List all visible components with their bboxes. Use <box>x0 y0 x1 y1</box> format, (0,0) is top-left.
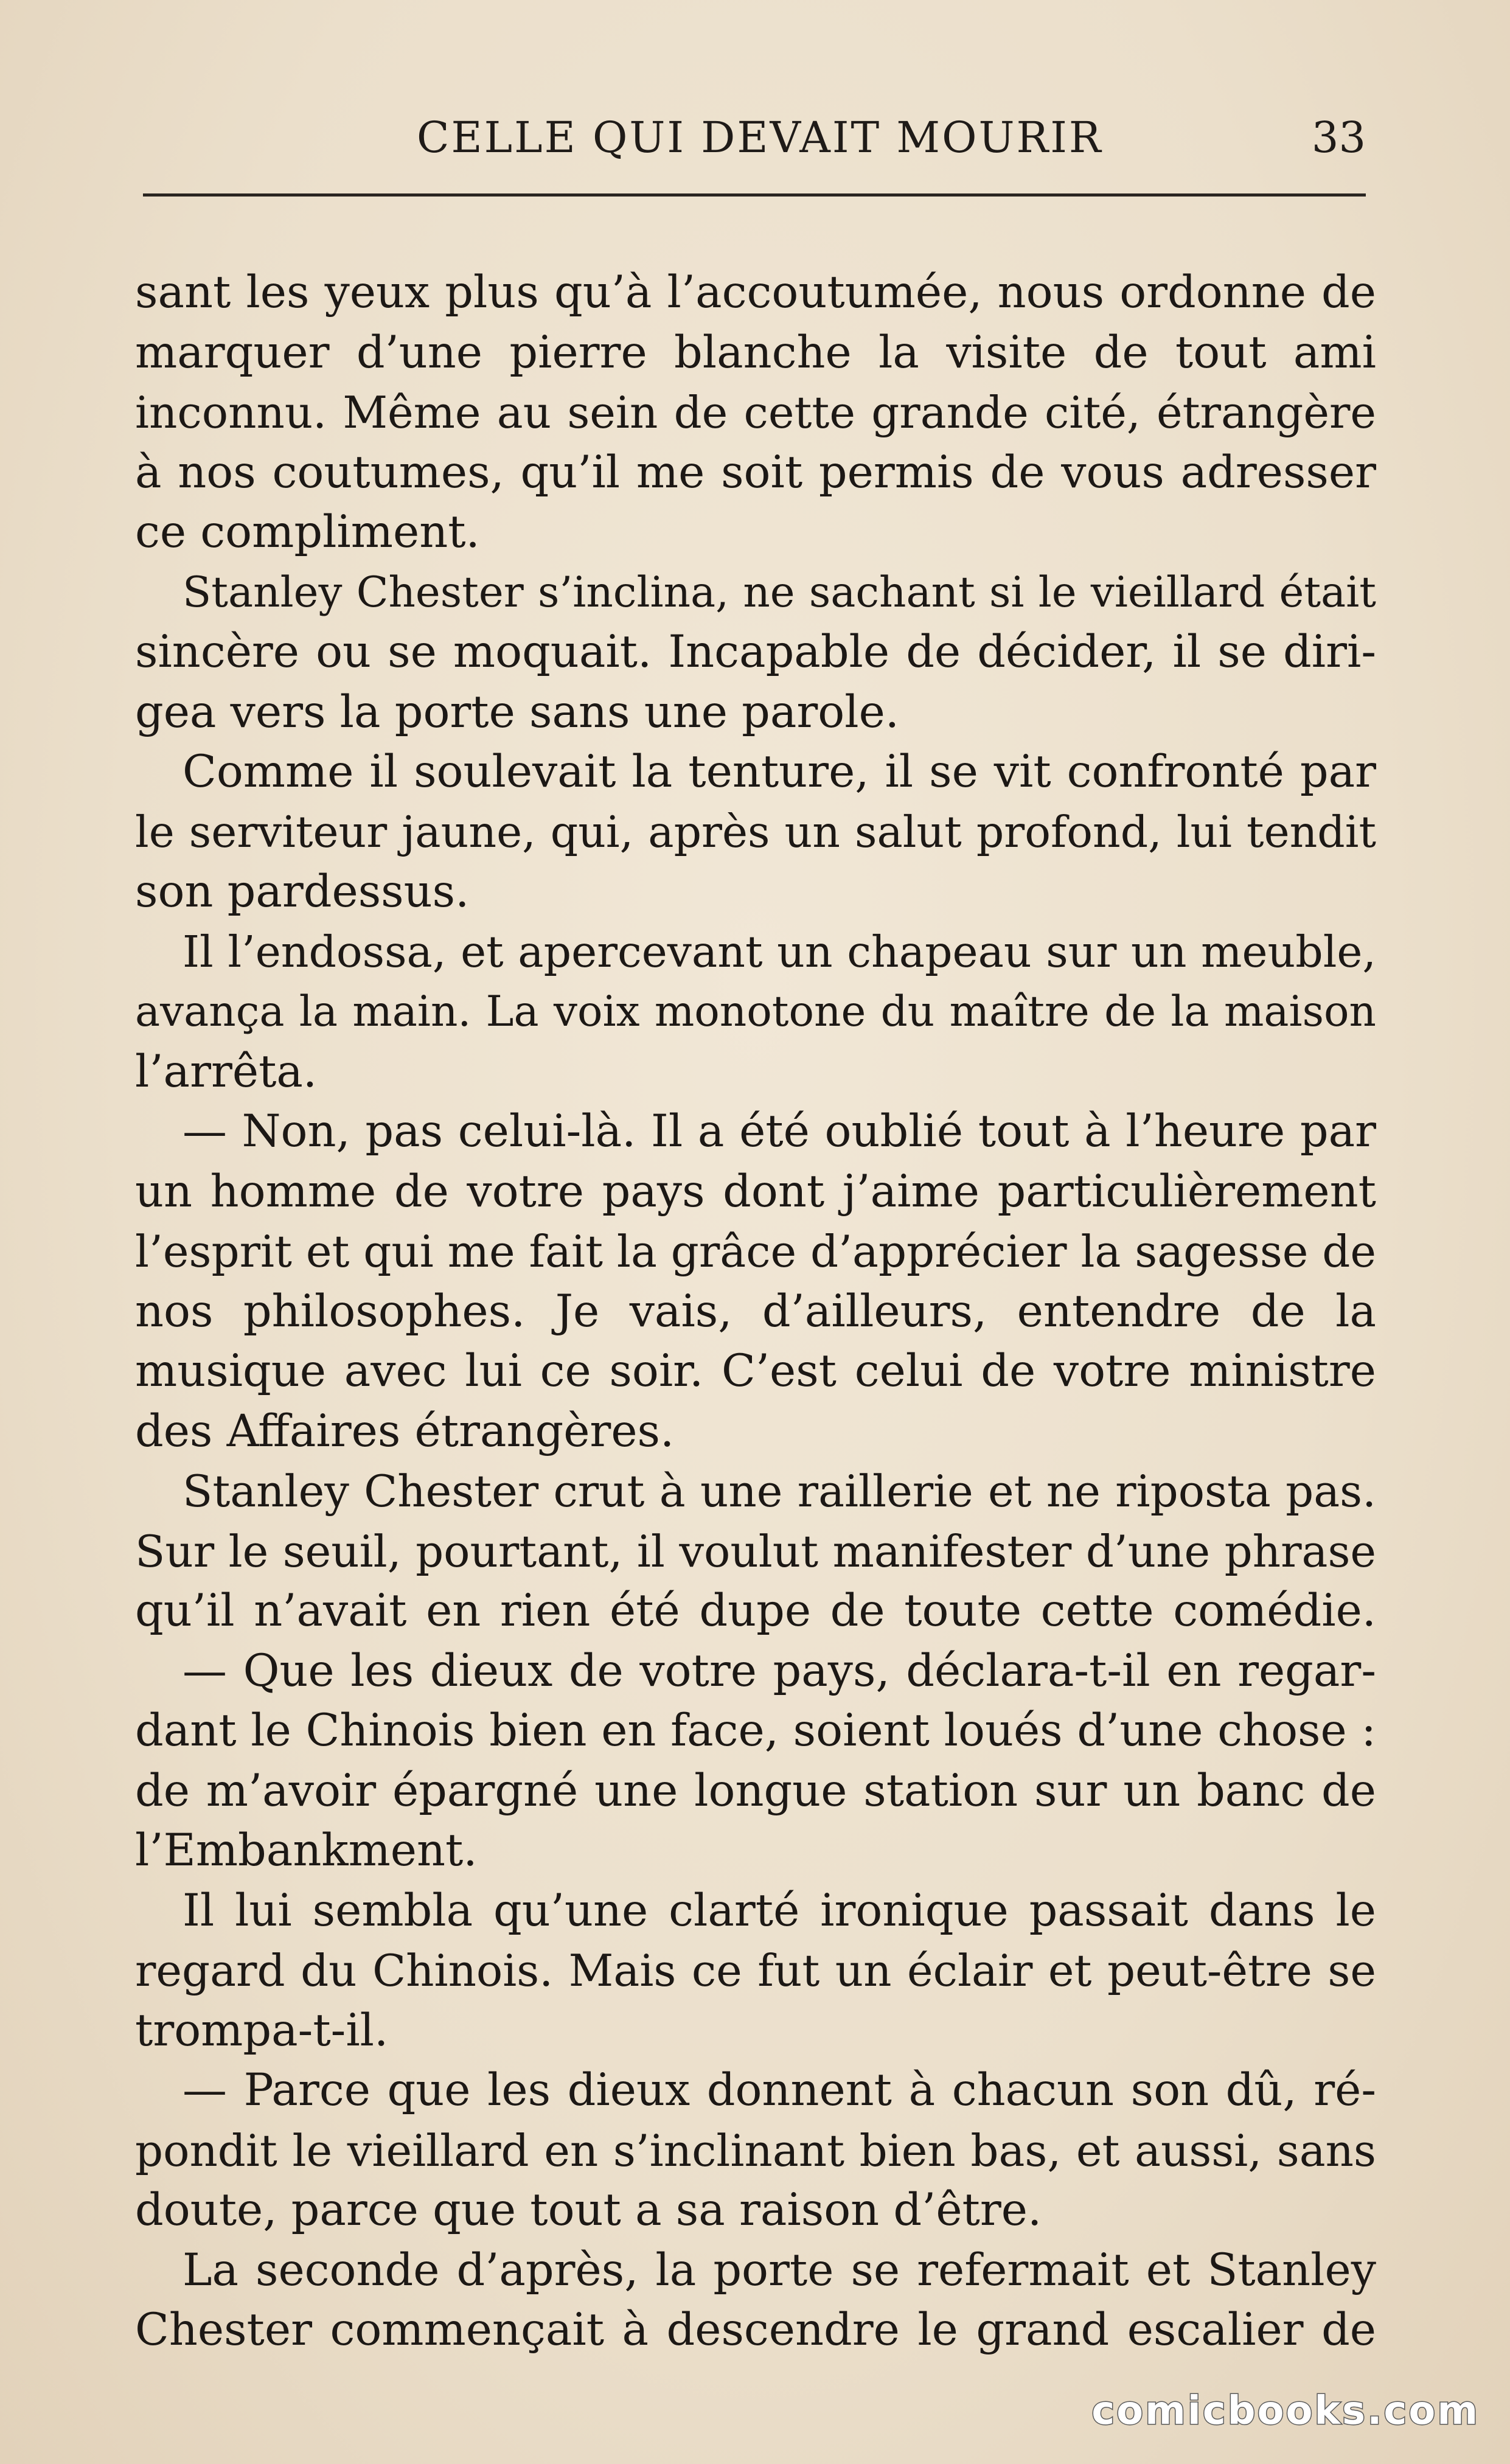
text-line: trompa-t-il. <box>135 2004 389 2056</box>
text-line: l’Embankment. <box>135 1825 478 1876</box>
text-line: — Non, pas celui-là. Il a été oublié tout à l’heure par <box>183 1105 1376 1157</box>
text-line: Il l’endossa, et apercevant un chapeau sur un meuble, <box>183 926 1376 977</box>
body-text <box>135 263 1376 2361</box>
page-number: 33 <box>1311 113 1366 162</box>
text-line: gea vers la porte sans une parole. <box>135 686 900 738</box>
text-line: Il lui sembla qu’une clarté ironique passait dans le <box>183 1884 1376 1937</box>
text-line: à nos coutumes, qu’il me soit permis de vous adresser <box>135 446 1376 498</box>
text-line: pondit le vieillard en s’inclinant bien bas, et aussi, sans <box>135 2125 1376 2176</box>
text-line: de m’avoir épargné une longue station sur un banc de <box>135 1764 1376 1817</box>
watermark: comicbooks.com <box>1091 2389 1480 2434</box>
text-line: qu’il n’avait en rien été dupe de toute cette comédie. <box>135 1585 1376 1637</box>
text-line: Comme il soulevait la tenture, il se vit confronté par <box>183 746 1376 798</box>
text-line: regard du Chinois. Mais ce fut un éclair et peut-être se <box>135 1945 1376 1996</box>
text-line: marquer d’une pierre blanche la visite de tout ami <box>135 326 1376 378</box>
text-line: avança la main. La voix monotone du maître de la maison <box>135 987 1376 1036</box>
page-header <box>143 106 1366 179</box>
text-line: Stanley Chester crut à une raillerie et ne riposta pas. <box>183 1466 1376 1517</box>
text-line: doute, parce que tout a sa raison d’être. <box>135 2184 1042 2236</box>
text-line: l’arrêta. <box>135 1045 318 1098</box>
header-rule <box>143 193 1366 197</box>
text-line: inconnu. Même au sein de cette grande cité, étrangère <box>135 387 1376 438</box>
text-line: sant les yeux plus qu’à l’accoutumée, nous ordonne de <box>135 266 1376 318</box>
text-line: Stanley Chester s’inclina, ne sachant si le vieillard était <box>183 568 1376 617</box>
text-line: l’esprit et qui me fait la grâce d’apprécier la sagesse de <box>135 1226 1376 1277</box>
text-line: — Que les dieux de votre pays, déclara-t-il en regar- <box>183 1644 1376 1697</box>
running-title: CELLE QUI DEVAIT MOURIR <box>417 113 1103 162</box>
text-line: des Affaires étrangères. <box>135 1405 675 1457</box>
text-line: Sur le seuil, pourtant, il voulut manifester d’une phrase <box>135 1525 1376 1577</box>
text-line: dant le Chinois bien en face, soient loués d’une chose : <box>135 1705 1376 1756</box>
text-line: Chester commençait à descendre le grand escalier de <box>135 2304 1376 2356</box>
text-line: nos philosophes. Je vais, d’ailleurs, entendre de la <box>135 1285 1376 1337</box>
text-line: — Parce que les dieux donnent à chacun son dû, ré- <box>183 2064 1376 2116</box>
text-line: La seconde d’après, la porte se refermait et Stanley <box>183 2244 1376 2296</box>
text-line: un homme de votre pays dont j’aime particulièrement <box>135 1165 1376 1217</box>
text-line: ce compliment. <box>135 506 480 558</box>
text-line: sincère ou se moquait. Incapable de décider, il se diri- <box>135 626 1376 678</box>
text-line: musique avec lui ce soir. C’est celui de votre ministre <box>135 1345 1376 1397</box>
text-line: le serviteur jaune, qui, après un salut profond, lui tendit <box>135 806 1376 857</box>
text-line: son pardessus. <box>135 866 470 917</box>
